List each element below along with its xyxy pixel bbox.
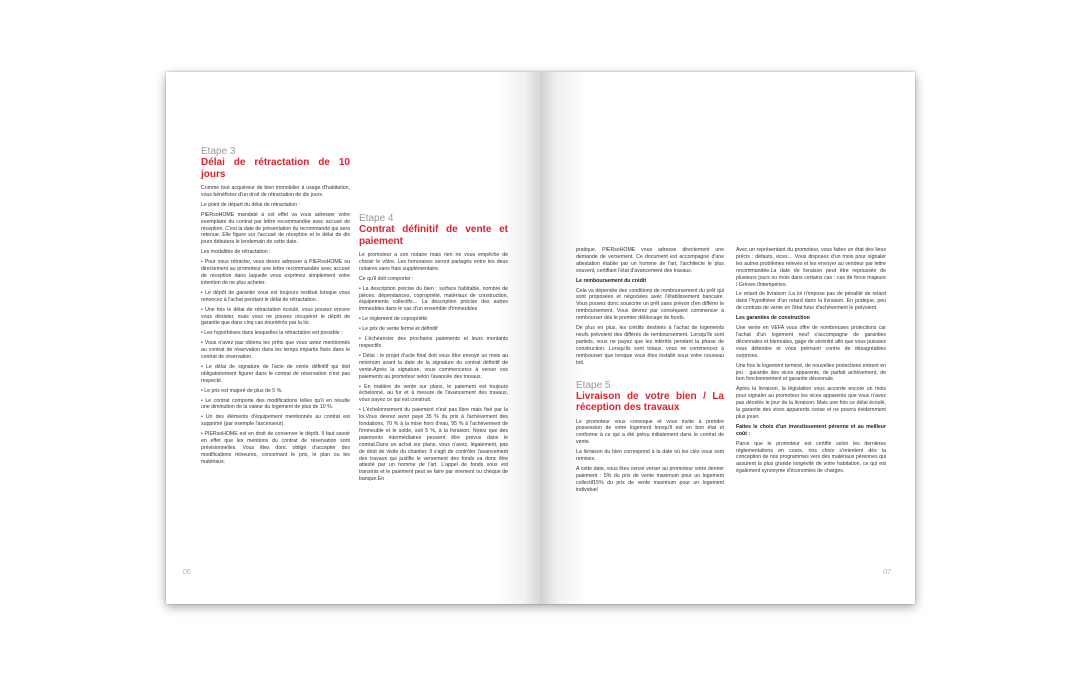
paragraph: • PIERsoHOME est en droit de conserver le dépôt. Il faut savoir en effet que les mentions du contrat de réservation sont prévisionnelles. Vous êtes donc obligé d'accepter des modifications mineures, concernant le prix, le plan ou les matériaux.: [201, 431, 350, 465]
paragraph: • En matière de vente sur plans, le paiement est toujours échelonné, au fur et à mesure de l'avancement des travaux, vous payez ce qui est construit.: [359, 383, 508, 404]
paragraph: Les modalités de rétractation :: [201, 249, 271, 256]
paragraph: • Délai : le projet d'acte final doit vous être envoyé un mois au minimum avant la date de la signature du contrat définitif de vente.Après la signature, vous commencerez à verser vos paiements au promoteur selon l'avancée des travaux.: [359, 352, 508, 380]
page-number-left: 06: [183, 569, 191, 576]
left-column-2: [359, 213, 508, 486]
step-5-title: Livraison de votre bien / La réception des travaux: [576, 390, 724, 413]
paragraph: Le promoteur a son notaire mais rien ne vous empêche de choisir le vôtre. Les honoraires seront partagés entre les deux notaires sans frais supplémentaire.: [359, 252, 508, 272]
step-5-label: Etape 5: [576, 379, 611, 391]
right-page: [540, 72, 915, 604]
payment-continuation: [576, 247, 724, 275]
paragraph: pratique, PIERsoHOME vous adresse directement une demande de versement. Ce document est accompagné d'une attestation établie par un homme de l'art, l'architecte le plus souvent, certifiant l'état d'avancement des travaux.: [576, 247, 724, 274]
right-column-1: [576, 247, 724, 497]
paragraph: • Le dépôt de garantie vous est toujours restitué lorsque vous renoncez à l'achat pendant le délai de rétractation.: [201, 289, 350, 303]
paragraph: Avec un représentant du promoteur, vous faites un état des lieux précis : défauts, vices… Vous disposez d'un mois pour signaler les autres problèmes relevés et les envoyer au vendeur par lettre recommandée.La date de livraison peut être repoussée de plusieurs jours ou mois dans certains cas : cas de force majeure / Grèves /Intempéries.: [736, 247, 886, 288]
step-3-body: [201, 185, 350, 466]
choice-body: Parce que le promoteur est certifié selon les dernières réglementations en cours, nos choix s'orientent dès la conception de nos programmes vers des matériaux pérennes qui assurent la plus grande longévité de votre habitation, ce qui est également synonyme d'économies de charges.: [736, 440, 886, 475]
paragraph: • Un des éléments d'équipement mentionnés au contrat est supprimé (par exemple l'ascenseur).: [201, 414, 350, 428]
step-4-title: Contrat définitif de vente et paiement: [359, 224, 508, 247]
page-number-right: 07: [883, 569, 891, 576]
delivery-body: [736, 247, 886, 312]
credit-body: [576, 288, 724, 367]
paragraph: Le retard de livraison :La loi n'impose pas de pénalité de retard dans l'hypothèse d'un retard dans la livraison. En pratique, peu de contrats de vente en l'état futur d'achèvement le prévoient.: [736, 291, 886, 312]
choice-heading: Faites le choix d'un investissement pérenne et au meilleur coût :: [736, 423, 886, 437]
paragraph: • Le prix de vente ferme et définitif: [359, 326, 438, 333]
paragraph: Comme tout acquéreur de bien immobilier à usage d'habitation, vous bénéficiez d'un droit de rétractation de dix jours.: [201, 185, 350, 198]
step-3-label: Etape 3: [201, 146, 236, 157]
paragraph: • La description précise du bien : surface habitable, nombre de pièces, dépendances, copropriété, matériaux de construction, équipements collectifs… La description précise des autres immeubles dans le cas d'un ensemble d'immeubles: [359, 285, 508, 313]
step-5-body: [576, 419, 724, 494]
paragraph: Une vente en VEFA vous offre de nombreuses protections car l'achat d'un logement neuf s'accompagne de garanties décennales et biennales, gage de sérénité afin que vous puissiez vous détendre et vous prémunir contre de désagréables surprises.: [736, 325, 886, 359]
paragraph: Une fois le logement terminé, de nouvelles protections entrent en jeu : garantie des vices apparents, de parfait achèvement, de bon fonctionnement et garantie décennale.: [736, 362, 886, 383]
paragraph: La livraison du bien correspond à la date où les clés vous sont remises.: [576, 449, 724, 463]
paragraph: • Le règlement de copropriété: [359, 316, 428, 323]
step-4-label: Etape 4: [359, 213, 394, 224]
left-page: [166, 72, 540, 604]
paragraph: • L'échelonnement du paiement n'est pas libre mais fixé par la loi.Vous devrez avoir payé 35 % du prix à l'achèvement des fondations, 70 % à la mise hors d'eau, 95 % à l'achèvement de l'immeuble et le solde, soit 5 %, à la livraison. Notez que des paiements intermédiaires peuvent être prévus dans le contrat.Dans un achat sur plans, vous n'avez, légalement, pas de droit de visite du chantier. Il s'agit de contrôler l'avancement des travaux qui justifie le versement des fonds va donc être attesté par un homme de l'art. L'appel de fonds vous est transmis et le paiement peut se faire par virement ou chèque de banque.En: [359, 407, 508, 483]
paragraph: • Pour vous rétracter, vous devez adresser à PIERsoHOME ou directement au promoteur une lettre recommandée avec accusé de réception dans laquelle vous exprimez simplement votre intention de ne plus acheter.: [201, 259, 350, 286]
right-column-2: [736, 247, 886, 478]
paragraph: PIERsoHOME mandaté à cet effet va vous adresser votre exemplaire du contrat par lettre recommandée avec accusé de réception. C'est la date de présentation du recommandé qui sera retenue. Elle figure sur l'accusé de réception et le délai de dix jours débutera le lendemain de cette date.: [201, 211, 350, 246]
paragraph: • Vous n'avez pas obtenu les prêts que vous aviez mentionnés au contrat de réservation dans les temps impartis fixés dans le contrat de réservation.: [201, 340, 350, 361]
paragraph: • Une fois le délai de rétractation écoulé, vous pouvez encore vous désister, mais vous ne pouvez récupérer le dépôt de garantie que dans cinq cas énumérés par la loi.: [201, 306, 350, 327]
paragraph: De plus en plus, les crédits destinés à l'achat de logements neufs prévoient des différés de remboursement. Lorsqu'ils sont partiels, vous ne payez que les intérêts pendant la phase de construction. Lorsqu'ils sont totaux, vous ne commencez à rembourser que lorsque vous êtes installé sous votre nouveau toit.: [576, 325, 724, 366]
paragraph: • L'échéancier des prochains paiements et leurs montants respectifs: [359, 336, 508, 349]
paragraph: Le promoteur vous convoque et vous invite à prendre possession de votre logement lorsqu'il est en bon état et conforme à ce qui a été prévu initialement dans le contrat de vente.: [576, 418, 724, 446]
paragraph: Ce qu'il doit comporter :: [359, 275, 414, 282]
brochure-spread: [166, 72, 915, 604]
credit-heading: Le remboursement du crédit: [576, 277, 647, 284]
guarantee-body: [736, 325, 886, 421]
paragraph: • Le délai de signature de l'acte de vente définitif qui doit obligatoirement figurer dans le contrat de réservation n'est pas respecté.: [201, 363, 350, 384]
paragraph: Cela va dépendre des conditions de remboursement du prêt qui sont proposées et négociées avec l'établissement bancaire. Vous pouvez donc souscrire un prêt sans prévoir d'en différer le remboursement. Vous devrez par conséquent commencer à rembourser dès le premier déblocage de fonds.: [576, 287, 724, 322]
paragraph: • Les hypothèses dans lesquelles la rétractation est possible :: [201, 330, 343, 337]
left-column-1: [201, 146, 350, 469]
guarantee-heading: Les garanties de construction: [736, 315, 810, 322]
paragraph: • Le contrat comporte des modifications telles qu'il en résulte une diminution de la valeur du logement de plus de 10 %.: [201, 397, 350, 411]
paragraph: Le point de départ du délai de rétractation :: [201, 201, 300, 208]
step-4-body: [359, 252, 508, 483]
step-3-title: Délai de rétractation de 10 jours: [201, 157, 350, 180]
paragraph: • Le prix est majoré de plus de 5 %.: [201, 387, 283, 394]
paragraph: Après la livraison, la législation vous accorde encore un mois pour signaler au promoteur les vices apparents que vous n'avez pas décelés le jour de la livraison. Mais une fois ce délai écoulé, la garantie des vices apparents cesse et ne pourra évidemment plus jouer.: [736, 386, 886, 420]
paragraph: A cette date, vous êtes censé verser au promoteur votre dernier paiement : 5% du prix de vente maximum pour un logement collectif15% du prix de vente maximum pour un logement individuel: [576, 465, 724, 493]
